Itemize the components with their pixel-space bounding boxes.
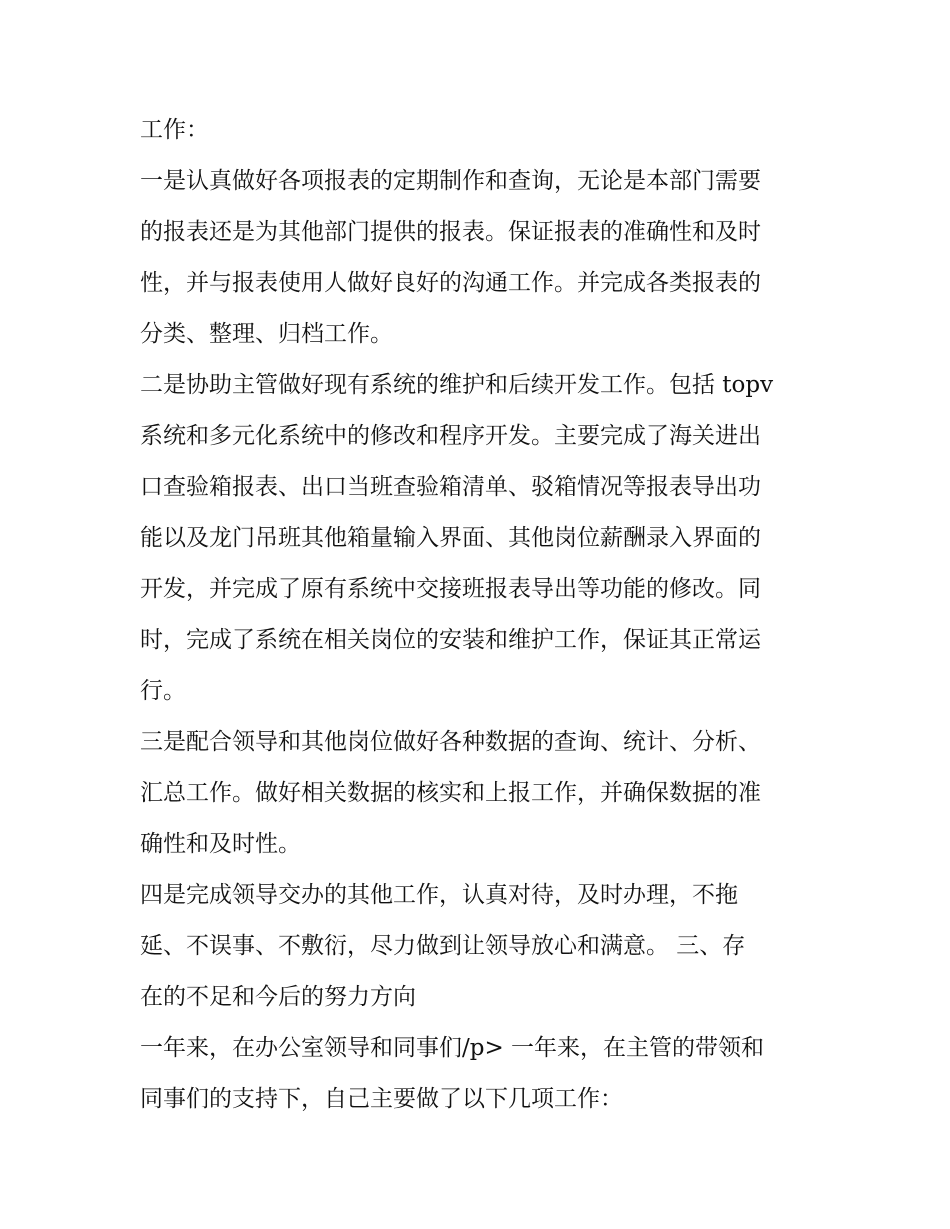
text-line: 汇总工作。做好相关数据的核实和上报工作，并确保数据的准 <box>140 780 761 806</box>
text-line: 的报表还是为其他部门提供的报表。保证报表的准确性和及时 <box>140 219 761 245</box>
text-line: 一是认真做好各项报表的定期制作和查询，无论是本部门需要 <box>140 168 761 194</box>
text-line: 确性和及时性。 <box>140 831 301 857</box>
text-line: 四是完成领导交办的其他工作，认真对待，及时办理，不拖 <box>140 882 738 908</box>
text-line: 口查验箱报表、出口当班查验箱清单、驳箱情况等报表导出功 <box>140 474 761 500</box>
text-line: 在的不足和今后的努力方向 <box>140 984 416 1010</box>
text-line: 二是协助主管做好现有系统的维护和后续开发工作。包括 topv <box>140 372 774 398</box>
document-body <box>140 105 812 1125</box>
text-line: 同事们的支持下，自己主要做了以下几项工作： <box>140 1086 623 1112</box>
text-line: 一年来，在办公室领导和同事们/p> 一年来，在主管的带领和 <box>140 1035 765 1061</box>
text-line: 分类、整理、归档工作。 <box>140 321 393 347</box>
text-line: 性，并与报表使用人做好良好的沟通工作。并完成各类报表的 <box>140 270 761 296</box>
text-line: 三是配合领导和其他岗位做好各种数据的查询、统计、分析、 <box>140 729 761 755</box>
text-line: 工作： <box>140 117 209 143</box>
text-line: 系统和多元化系统中的修改和程序开发。主要完成了海关进出 <box>140 423 761 449</box>
text-line: 开发，并完成了原有系统中交接班报表导出等功能的修改。同 <box>140 576 761 602</box>
text-line: 能以及龙门吊班其他箱量输入界面、其他岗位薪酬录入界面的 <box>140 525 761 551</box>
text-line: 时，完成了系统在相关岗位的安装和维护工作，保证其正常运 <box>140 627 761 653</box>
text-line: 行。 <box>140 678 186 704</box>
text-line: 延、不误事、不敷衍，尽力做到让领导放心和满意。 三、存 <box>140 933 746 959</box>
